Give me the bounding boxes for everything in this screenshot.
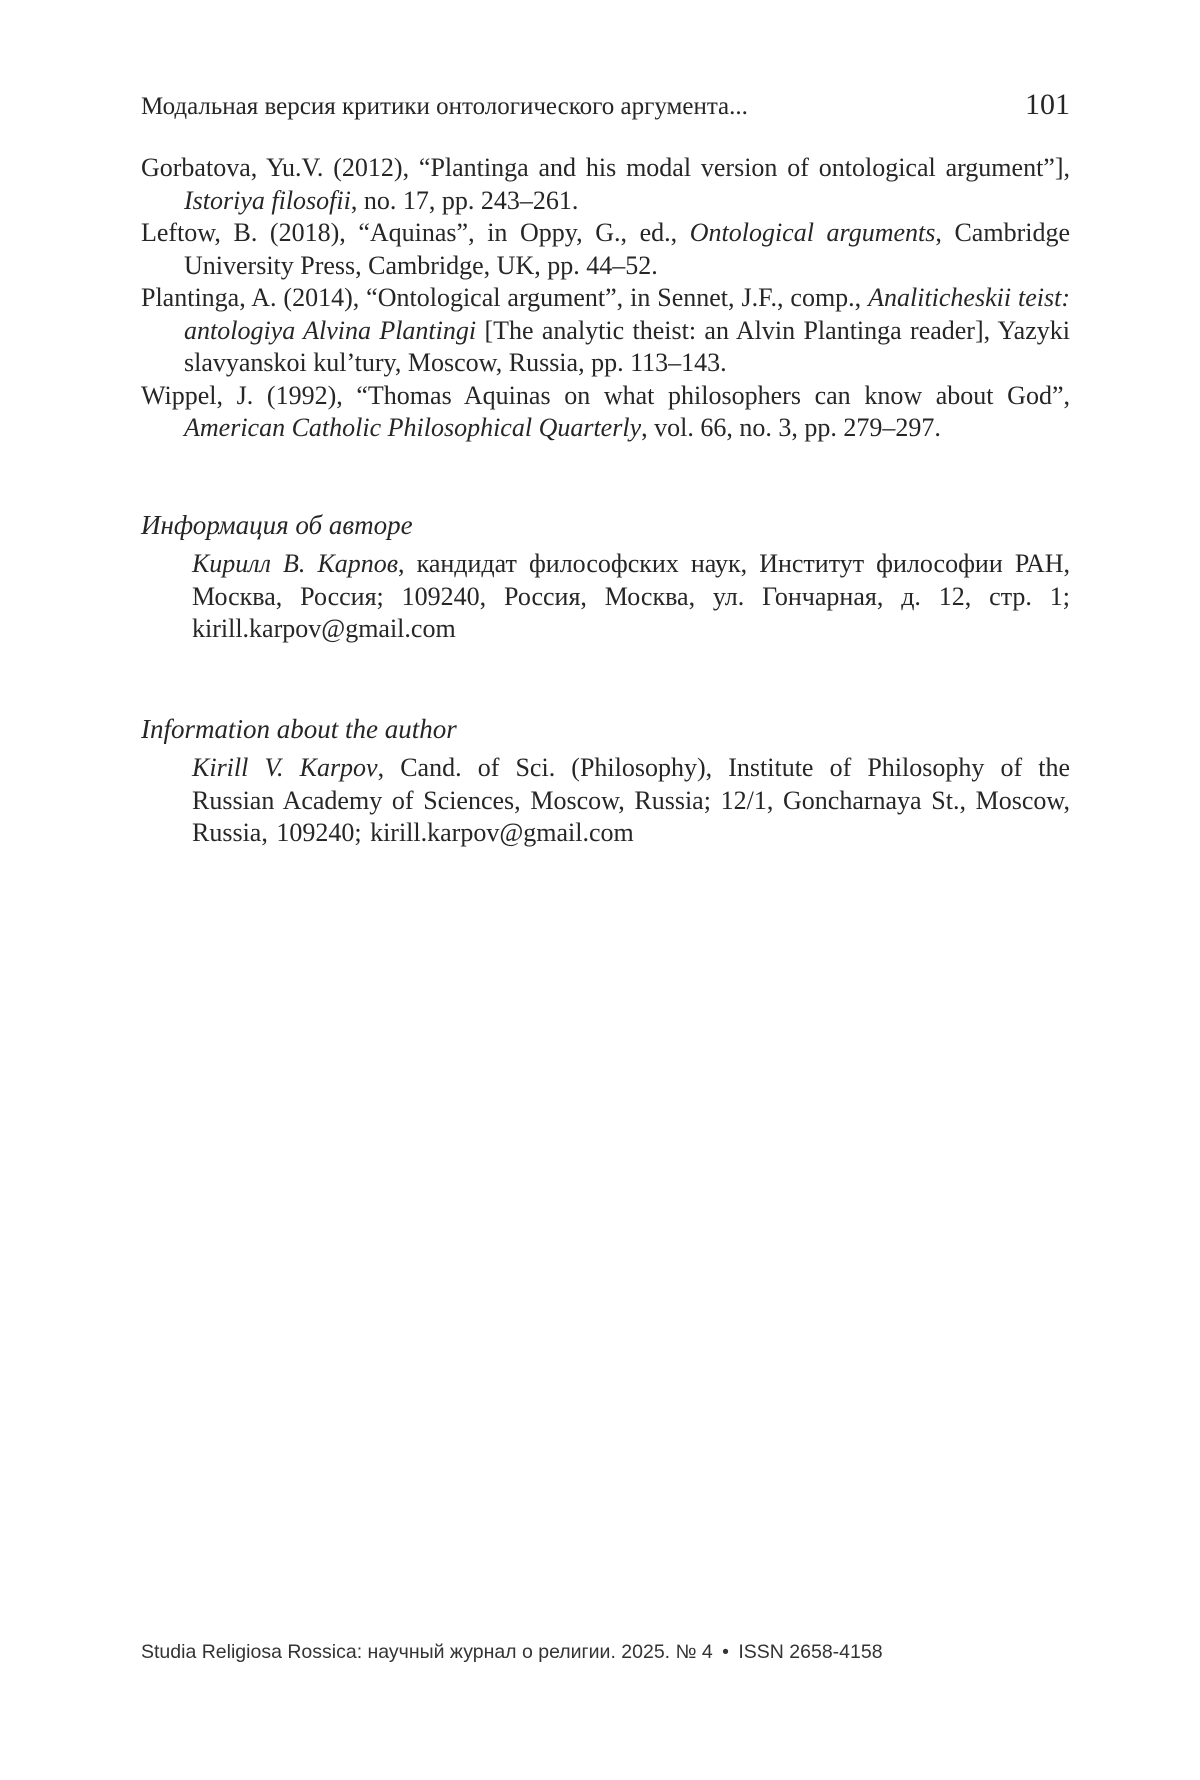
author-name-ru: Кирилл В. Карпов	[192, 549, 399, 578]
running-title: Модальная версия критики онтологического аргумента...	[141, 93, 748, 120]
reference-list	[141, 152, 1070, 445]
issn: ISSN 2658-4158	[738, 1641, 883, 1663]
reference-entry: Wippel, J. (1992), “Thomas Aquinas on what philosophers can know about God”, American Catholic Philosophical Quarterly, vol. 66, no. 3, pp. 279–297.	[141, 380, 1070, 442]
reference-entry: Plantinga, A. (2014), “Ontological argument”, in Sennet, J.F., comp., Analiticheskii teist: antologiya Alvina Plantingi [The analytic theist: an Alvin Plantinga reader], Yazyki slavyanskoi kul’tury, Moscow, Russia, pp. 113–143.	[141, 283, 1070, 377]
reference-source: Ontological arguments	[689, 218, 936, 247]
author-info-text-en: Kirill V. Karpov, Cand. of Sci. (Philosophy), Institute of Philosophy of the Russian Academy of Sciences, Moscow, Russia; 12/1, Goncharnaya St., Moscow, Russia, 109240; kirill.karpov@gmail.com	[192, 753, 1071, 847]
author-info-heading-en: Information about the author	[141, 714, 457, 744]
author-info-en	[141, 712, 1070, 850]
author-info-heading-ru: Информация об авторе	[141, 510, 413, 540]
running-head	[141, 88, 1070, 122]
reference-source: American Catholic Philosophical Quarterly	[184, 413, 642, 442]
reference-source: Analiticheskii teist: antologiya Alvina Plantingi	[184, 283, 1070, 345]
page-footer	[141, 1641, 883, 1664]
reference-entry: Gorbatova, Yu.V. (2012), “Plantinga and his modal version of ontological argument”], Istoriya filosofii, no. 17, pp. 243–261.	[141, 153, 1070, 215]
reference-entry: Leftow, B. (2018), “Aquinas”, in Oppy, G., ed., Ontological arguments, Cambridge University Press, Cambridge, UK, pp. 44–52.	[141, 218, 1070, 280]
reference-source: Istoriya filosofii	[184, 185, 351, 215]
journal-name: Studia Religiosa Rossica: научный журнал о религии. 2025. № 4	[141, 1641, 713, 1663]
author-info-ru	[141, 508, 1070, 646]
author-name-en: Kirill V. Karpov	[192, 753, 378, 782]
footer-separator: •	[722, 1641, 729, 1663]
page-number: 101	[1025, 88, 1070, 121]
author-info-text-ru: Кирилл В. Карпов, кандидат философских наук, Институт философии РАН, Москва, Россия; 109240, Россия, Москва, ул. Гончарная, д. 12, стр. 1; kirill.karpov@gmail.com	[192, 549, 1071, 643]
